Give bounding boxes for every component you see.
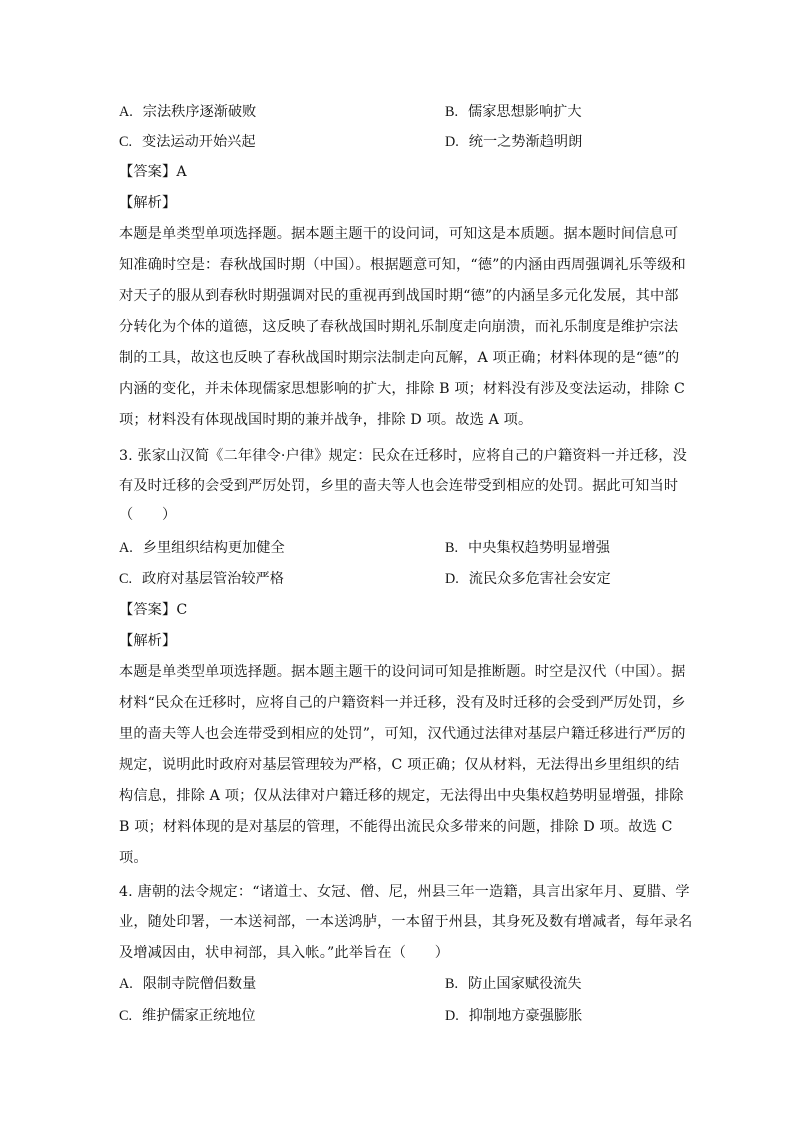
- option-letter: C.: [119, 571, 133, 587]
- q2-option-b[interactable]: [445, 102, 582, 122]
- q3-analysis-line: 里的啬夫等人也会连带受到相应的处罚”，可知，汉代通过法律对基层户籍迁移进行严厉的: [119, 726, 686, 742]
- option-text: 维护儒家正统地位: [142, 1008, 256, 1024]
- option-letter: A.: [119, 104, 133, 120]
- option-text: 防止国家赋役流失: [468, 976, 582, 992]
- option-text: 变法运动开始兴起: [142, 134, 256, 150]
- option-text: 儒家思想影响扩大: [468, 104, 582, 120]
- q3-analysis-line: 项。: [119, 850, 148, 866]
- q4-option-b[interactable]: [445, 974, 582, 994]
- option-letter: C.: [119, 1008, 133, 1024]
- q3-stem-line: 3. 张家山汉简《二年律令·户律》规定：民众在迁移时，应将自己的户籍资料一并迁移，没: [119, 448, 687, 464]
- q3-answer: 【答案】C: [119, 602, 188, 618]
- option-text: 中央集权趋势明显增强: [468, 540, 610, 556]
- q4-stem-line: 业，随处印署，一本送祠部，一本送鸿胪，一本留于州县，其身死及数有增减者，每年录名: [119, 914, 693, 930]
- q2-option-d[interactable]: [445, 132, 582, 152]
- q2-answer: 【答案】A: [119, 164, 187, 180]
- q4-stem-line: 4. 唐朝的法令规定：“诸道士、女冠、僧、尼，州县三年一造籍，具言出家年月、夏腊、学: [119, 884, 690, 900]
- option-letter: C.: [119, 134, 133, 150]
- option-letter: D.: [445, 571, 459, 587]
- q2-option-a[interactable]: [119, 102, 256, 122]
- q4-option-d[interactable]: [445, 1006, 582, 1026]
- option-text: 政府对基层管治较严格: [142, 571, 284, 587]
- q3-analysis-line: 材料“民众在迁移时，应将自己的户籍资料一并迁移，没有及时迁移的会受到严厉处罚，乡: [119, 695, 686, 711]
- q2-analysis-line: 分转化为个体的道德，这反映了春秋战国时期礼乐制度走向崩溃，而礼乐制度是维护宗法: [119, 319, 679, 335]
- option-letter: D.: [445, 1008, 459, 1024]
- option-text: 乡里组织结构更加健全: [142, 540, 285, 556]
- q3-analysis-heading: 【解析】: [119, 633, 177, 649]
- q2-option-c[interactable]: [119, 132, 256, 152]
- option-letter: A.: [119, 976, 133, 992]
- option-text: 抑制地方豪强膨胀: [468, 1008, 583, 1024]
- q2-analysis-heading: 【解析】: [119, 195, 177, 211]
- q3-option-b[interactable]: [445, 538, 610, 558]
- q3-option-a[interactable]: [119, 538, 285, 558]
- q3-option-d[interactable]: [445, 569, 611, 589]
- q2-analysis-line: 内涵的变化，并未体现儒家思想影响的扩大，排除 B 项；材料没有涉及变法运动，排除 C: [119, 381, 686, 397]
- q4-option-c[interactable]: [119, 1006, 256, 1026]
- q3-stem-line: 有及时迁移的会受到严厉处罚，乡里的啬夫等人也会连带受到相应的处罚。据此可知当时: [119, 478, 679, 494]
- q2-analysis-line: 制的工具，故这也反映了春秋战国时期宗法制走向瓦解，A 项正确；材料体现的是“德”的: [119, 350, 680, 366]
- q2-analysis-line: 知准确时空是：春秋战国时期（中国）。根据题意可知，“德”的内涵由西周强调礼乐等级和: [119, 257, 686, 273]
- option-letter: B.: [445, 104, 459, 120]
- option-text: 流民众多危害社会安定: [468, 571, 611, 587]
- q4-stem-line: 及增减因由，状申祠部，具入帐。”此举旨在（ ）: [119, 945, 450, 961]
- option-letter: A.: [119, 540, 133, 556]
- option-letter: B.: [445, 540, 459, 556]
- option-letter: B.: [445, 976, 459, 992]
- q2-analysis-line: 项；材料没有体现战国时期的兼并战争，排除 D 项。故选 A 项。: [119, 412, 533, 428]
- option-text: 统一之势渐趋明朗: [468, 134, 583, 150]
- q3-analysis-line: 规定，说明此时政府对基层管理较为严格，C 项正确；仅从材料，无法得出乡里组织的结: [119, 757, 680, 773]
- q3-option-c[interactable]: [119, 569, 284, 589]
- q3-analysis-line: 本题是单类型单项选择题。据本题主题干的设问词可知是推断题。时空是汉代（中国）。据: [119, 664, 686, 680]
- option-letter: D.: [445, 134, 459, 150]
- option-text: 限制寺院僧侣数量: [142, 976, 257, 992]
- q3-stem-line: （ ）: [119, 507, 177, 523]
- q2-analysis-line: 对天子的服从到春秋时期强调对民的重视再到战国时期“德”的内涵呈多元化发展，其中部: [119, 288, 679, 304]
- q4-option-a[interactable]: [119, 974, 256, 994]
- option-text: 宗法秩序逐渐破败: [142, 104, 257, 120]
- q3-analysis-line: 构信息，排除 A 项；仅从法律对户籍迁移的规定，无法得出中央集权趋势明显增强，排除: [119, 788, 684, 804]
- q2-analysis-line: 本题是单类型单项选择题。据本题主题干的设问词，可知这是本质题。据本题时间信息可: [119, 226, 679, 242]
- q3-analysis-line: B 项；材料体现的是对基层的管理，不能得出流民众多带来的问题，排除 D 项。故选 C: [119, 819, 673, 835]
